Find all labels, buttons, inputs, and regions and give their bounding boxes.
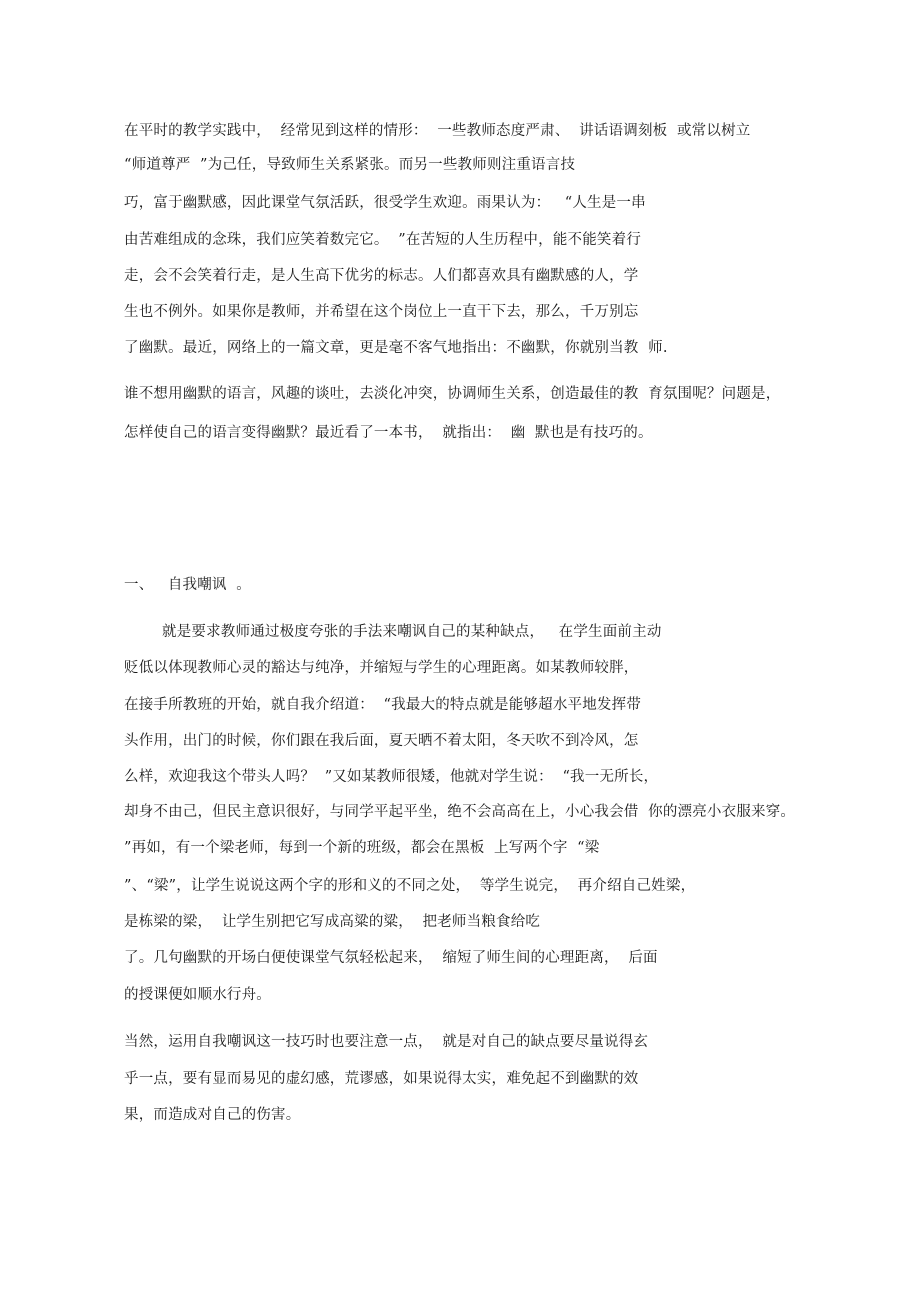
question-line: 怎样使自己的语言变得幽默？最近看了一本书， 就指出： 幽 默也是有技巧的。 [124, 425, 653, 441]
intro-line: 巧，富于幽默感，因此课堂气氛活跃，很受学生欢迎。雨果认为： “人生是一串 [124, 195, 646, 211]
section-body-line: 的授课便如顺水行舟。 [124, 987, 271, 1003]
section-body-line: 头作用，出门的时候，你们跟在我后面，夏天晒不着太阳，冬天吹不到冷风，怎 [124, 733, 639, 749]
section-body-line: ”、“梁”，让学生说说这两个字的形和义的不同之处， 等学生说完， 再介绍自己姓梁， [124, 878, 696, 894]
intro-line: 了幽默。最近，网络上的一篇文章，更是毫不客气地指出：不幽默，你就别当教 师. [124, 340, 668, 356]
note-line: 乎一点，要有显而易见的虚幻感，荒谬感，如果说得太实，难免起不到幽默的效 [124, 1071, 639, 1087]
intro-line: 在平时的教学实践中， 经常见到这样的情形： 一些教师态度严肃、 讲话语调刻板 或常以树立 [124, 123, 751, 139]
section-body-line: 么样，欢迎我这个带头人吗？ ”又如某教师很矮，他就对学生说： “我一无所长， [124, 769, 659, 785]
section-body-line: 却身不由己，但民主意识很好，与同学平起平坐，绝不会高高在上，小心我会借 你的漂亮小衣服来穿。 [124, 804, 796, 820]
note-line: 果，而造成对自己的伤害。 [124, 1107, 301, 1123]
section-body-line: ”再如，有一个梁老师，每到一个新的班级，都会在黑板 上写两个字 “梁 [124, 840, 600, 856]
section-body-line: 了。几句幽默的开场白便使课堂气氛轻松起来， 缩短了师生间的心理距离， 后面 [124, 950, 658, 966]
section-body-line: 就是要求教师通过极度夸张的手法来嘲讽自己的某种缺点， 在学生面前主动 [162, 624, 662, 640]
section-heading: 一、 自我嘲讽 。 [124, 577, 251, 593]
intro-line: 由苦难组成的念珠，我们应笑着数完它。 ”在苦短的人生历程中，能不能笑着行 [124, 232, 642, 248]
intro-line: 生也不例外。如果你是教师，并希望在这个岗位上一直干下去，那么，千万别忘 [124, 304, 639, 320]
section-body-line: 贬低以体现教师心灵的豁达与纯净，并缩短与学生的心理距离。如某教师较胖， [124, 660, 639, 676]
section-body-line: 在接手所教班的开始，就自我介绍道： “我最大的特点就是能够超水平地发挥带 [124, 697, 642, 713]
intro-line: 走，会不会笑着行走，是人生高下优劣的标志。人们都喜欢具有幽默感的人，学 [124, 268, 639, 284]
note-line: 当然，运用自我嘲讽这一技巧时也要注意一点， 就是对自己的缺点要尽量说得玄 [124, 1034, 649, 1050]
section-body-line: 是栋梁的梁， 让学生别把它写成高粱的粱， 把老师当粮食给吃 [124, 914, 541, 930]
question-line: 谁不想用幽默的语言，风趣的谈吐，去淡化冲突，协调师生关系，创造最佳的教 育氛围呢？问题是， [124, 386, 781, 402]
intro-line: “师道尊严 ”为己任，导致师生关系紧张。而另一些教师则注重语言技 [124, 157, 576, 173]
